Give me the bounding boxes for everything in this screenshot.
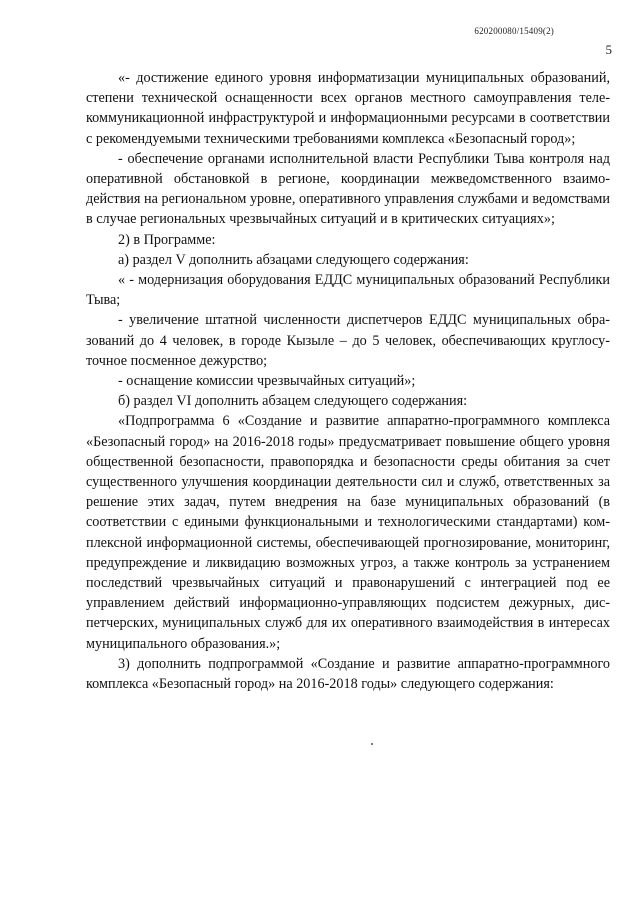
- paragraph-5: « - модернизация оборудования ЕДДС муниципальных образований Республики Тыва;: [86, 272, 610, 309]
- paragraph-6: - увеличение штатной численности диспетчеров ЕДДС муниципальных образований до 4 человек, в городе Кызыле – до 5 человек, обеспечивающих круглосуточное посменное дежурство;: [86, 312, 610, 369]
- paragraph-7: - оснащение комиссии чрезвычайных ситуаций»;: [118, 373, 416, 390]
- paragraph-1: «- достижение единого уровня информатизации муниципальных образований, степени технической оснащенности всех органов местного самоуправления телекоммуникационной инфраструктурой и информационными ресурсами в соответствии с рекомендуемыми техническими требованиями комплекса «Безопасный город»;: [86, 70, 610, 147]
- paragraph-2: - обеспечение органами исполнительной власти Республики Тыва контроля над оперативной обстановкой в регионе, координации межведомственного взаимодействия на региональном уровне, оперативного управления службами и ведомствами в случае региональных чрезвычайных ситуаций и в критических ситуациях»;: [86, 150, 610, 228]
- document-id: 620200080/15409(2): [474, 26, 554, 36]
- document-body: [86, 68, 610, 694]
- page-number: 5: [605, 42, 612, 57]
- scan-speck: [371, 743, 373, 745]
- paragraph-8: б) раздел VI дополнить абзацем следующего содержания:: [118, 393, 468, 410]
- paragraph-10: 3) дополнить подпрограммой «Создание и развитие аппаратно-программного комплекса «Безопасный город» на 2016-2018 годы» следующего содержания:: [86, 655, 610, 693]
- paragraph-3: 2) в Программе:: [118, 231, 216, 248]
- paragraph-4: а) раздел V дополнить абзацами следующего содержания:: [118, 251, 469, 268]
- paragraph-9: «Подпрограмма 6 «Создание и развитие аппаратно-программного комплекса «Безопасный город» на 2016-2018 годы» предусматривает повышение общего уровня общественной безопасности, правопорядка и безопасности среды обитания за счет существенного улучшения координации деятельности сил и служб, ответственных за решение этих задач, путем внедрения на базе муниципальных образований (в соответствии с едиными функциональными и технологическими стандартами) комплексной информационной системы, обеспечивающей прогнозирование, мониторинг, предупреждение и ликвидацию возможных угроз, а также контроль за устранением последствий чрезвычайных ситуаций и правонарушений с интеграцией под ее управлением действий информационно-управляющих подсистем дежурных, диспетчерских, муниципальных служб для их оперативного взаимодействия в интересах муниципального образования.»;: [86, 413, 610, 652]
